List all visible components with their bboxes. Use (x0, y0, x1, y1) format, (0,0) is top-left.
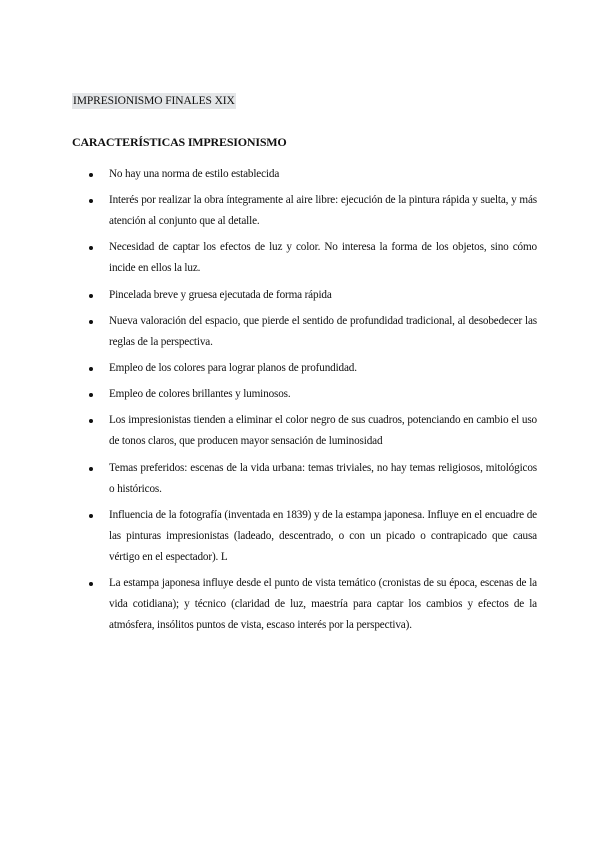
list-item (72, 410, 537, 452)
bullet-icon (89, 199, 93, 203)
bullet-icon (89, 320, 93, 324)
list-item-text: Temas preferidos: escenas de la vida urbana: temas triviales, no hay temas religiosos, mitológicos o históricos. (109, 461, 537, 495)
list-item-text: Interés por realizar la obra íntegramente al aire libre: ejecución de la pintura rápida y suelta, y más atención al conjunto que al detalle. (109, 194, 537, 228)
list-item-text: Los impresionistas tienden a eliminar el color negro de sus cuadros, potenciando en cambio el uso de tonos claros, que producen mayor sensación de luminosidad (109, 414, 537, 448)
list-item (72, 311, 537, 353)
bullet-icon (89, 367, 93, 371)
list-item (72, 190, 537, 232)
list-item (72, 384, 537, 405)
bullet-icon (89, 246, 93, 250)
list-item-text: Pincelada breve y gruesa ejecutada de forma rápida (109, 288, 332, 301)
section-heading: CARACTERÍSTICAS IMPRESIONISMO (72, 135, 287, 149)
bullet-icon (89, 393, 93, 397)
list-item-text: No hay una norma de estilo establecida (109, 168, 280, 180)
list-item (72, 458, 537, 500)
list-item (72, 164, 537, 185)
list-item (72, 237, 537, 279)
list-item (72, 573, 537, 636)
bullet-icon (89, 514, 93, 518)
document-title: IMPRESIONISMO FINALES XIX (73, 95, 235, 107)
bullet-icon (89, 294, 93, 298)
list-item-text: La estampa japonesa influye desde el punto de vista temático (cronistas de su época, escenas de la vida cotidiana); y técnico (claridad de luz, maestría para captar los cambios y efectos de la atmósfera, insólitos puntos de vista, escaso interés por la perspectiva). (109, 576, 537, 631)
list-item-text: Influencia de la fotografía (inventada en 1839) y de la estampa japonesa. Influye en el encuadre de las pinturas impresionistas (ladeado, descentrado, o con un picado o contrapicado que causa vértigo en el espectador). L (109, 508, 537, 563)
list-item (72, 285, 537, 306)
list-item-text: Necesidad de captar los efectos de luz y color. No interesa la forma de los objetos, sino cómo incide en ellos la luz. (109, 241, 537, 275)
bullet-icon (89, 173, 93, 177)
list-item (72, 358, 537, 379)
list-item-text: Nueva valoración del espacio, que pierde el sentido de profundidad tradicional, al desobedecer las reglas de la perspectiva. (109, 314, 537, 348)
list-item-text: Empleo de los colores para lograr planos de profundidad. (109, 361, 357, 374)
bullet-icon (89, 467, 93, 471)
list-item (72, 505, 537, 568)
bullet-icon (89, 419, 93, 423)
characteristics-list (72, 164, 537, 641)
list-item-text: Empleo de colores brillantes y luminosos. (109, 388, 291, 401)
bullet-icon (89, 582, 93, 586)
